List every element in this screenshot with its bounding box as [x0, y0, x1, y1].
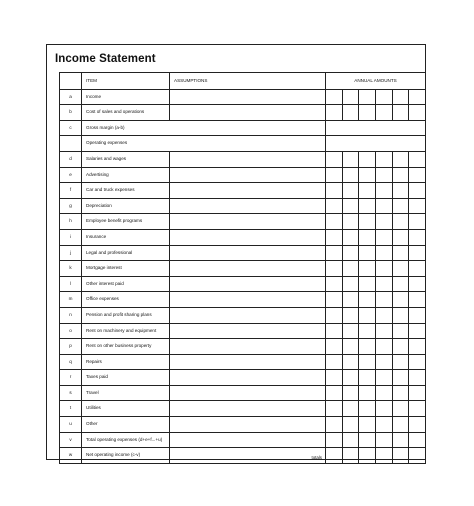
amount-column — [326, 417, 342, 432]
row-item: Total operating expenses (d+e+f...+u) — [82, 432, 170, 448]
amount-column — [408, 183, 425, 198]
amount-column — [392, 355, 409, 370]
row-item: Operating expenses — [82, 136, 326, 152]
amount-column — [358, 261, 375, 276]
table-row — [60, 167, 426, 183]
amount-column — [408, 152, 425, 167]
amount-column — [358, 90, 375, 105]
amount-column — [408, 324, 425, 339]
amount-column — [326, 183, 342, 198]
annual-amount-cell[interactable] — [326, 214, 426, 230]
row-code: b — [60, 105, 82, 121]
table-row — [60, 354, 426, 370]
annual-amount-cell[interactable] — [326, 151, 426, 167]
totals-label: totals — [311, 455, 322, 461]
amount-column — [342, 355, 359, 370]
amount-digit-columns — [326, 261, 425, 276]
amount-column — [408, 355, 425, 370]
row-item: Rent on machinery and equipment — [82, 323, 170, 339]
amount-column — [326, 370, 342, 385]
annual-amount-cell[interactable] — [326, 89, 426, 105]
table-row — [60, 292, 426, 308]
annual-amount-cell[interactable] — [326, 261, 426, 277]
table-row — [60, 183, 426, 199]
amount-digit-columns — [326, 448, 425, 463]
amount-column — [392, 292, 409, 307]
amount-column — [408, 230, 425, 245]
amount-column — [375, 90, 392, 105]
amount-digit-columns — [326, 308, 425, 323]
annual-amount-cell[interactable] — [326, 417, 426, 433]
amount-column — [392, 417, 409, 432]
amount-digit-columns — [326, 370, 425, 385]
row-item: Advertising — [82, 167, 170, 183]
amount-column — [342, 386, 359, 401]
amount-digit-columns — [326, 168, 425, 183]
income-table-body — [60, 73, 426, 464]
annual-amount-cell[interactable] — [326, 136, 426, 152]
row-code: k — [60, 261, 82, 277]
annual-amount-cell[interactable] — [326, 401, 426, 417]
table-row — [60, 105, 426, 121]
amount-column — [375, 199, 392, 214]
assumption-cell[interactable] — [170, 151, 326, 167]
header-assumptions: ASSUMPTIONS — [170, 73, 326, 90]
amount-column — [375, 370, 392, 385]
amount-column — [375, 401, 392, 416]
amount-digit-columns — [326, 292, 425, 307]
amount-column — [342, 230, 359, 245]
amount-column — [342, 277, 359, 292]
amount-column — [358, 433, 375, 448]
amount-column — [392, 277, 409, 292]
row-code: u — [60, 417, 82, 433]
amount-column — [358, 417, 375, 432]
row-item: Depreciation — [82, 198, 170, 214]
table-row — [60, 89, 426, 105]
annual-amount-cell[interactable] — [326, 354, 426, 370]
row-code: s — [60, 385, 82, 401]
amount-column — [358, 277, 375, 292]
amount-column — [358, 339, 375, 354]
amount-column — [342, 183, 359, 198]
amount-column — [326, 199, 342, 214]
amount-column — [408, 261, 425, 276]
amount-column — [392, 433, 409, 448]
amount-column — [408, 90, 425, 105]
annual-amount-cell[interactable] — [326, 323, 426, 339]
amount-column — [326, 355, 342, 370]
amount-column — [408, 401, 425, 416]
amount-digit-columns — [326, 433, 425, 448]
amount-digit-columns — [326, 152, 425, 167]
amount-column — [408, 308, 425, 323]
row-item: Cost of sales and operations — [82, 105, 170, 121]
income-statement-sheet — [46, 44, 426, 460]
header-annual-amounts: ANNUAL AMOUNTS — [326, 73, 426, 90]
amount-digit-columns — [326, 277, 425, 292]
table-row — [60, 151, 426, 167]
amount-column — [326, 324, 342, 339]
amount-column — [375, 448, 392, 463]
amount-column — [358, 401, 375, 416]
amount-column — [342, 308, 359, 323]
amount-digit-columns — [326, 199, 425, 214]
amount-column — [392, 199, 409, 214]
amount-column — [392, 308, 409, 323]
table-row — [60, 120, 426, 136]
assumption-cell[interactable] — [170, 385, 326, 401]
amount-digit-columns — [326, 246, 425, 261]
row-code: i — [60, 229, 82, 245]
annual-amount-cell[interactable] — [326, 385, 426, 401]
amount-column — [342, 448, 359, 463]
row-item: Insurance — [82, 229, 170, 245]
annual-amount-cell[interactable] — [326, 448, 426, 464]
income-table — [59, 72, 426, 464]
amount-column — [408, 339, 425, 354]
amount-column — [342, 339, 359, 354]
amount-column — [342, 199, 359, 214]
table-row — [60, 323, 426, 339]
amount-column — [358, 355, 375, 370]
row-code: a — [60, 89, 82, 105]
amount-column — [358, 168, 375, 183]
amount-column — [358, 308, 375, 323]
amount-column — [375, 230, 392, 245]
amount-column — [392, 105, 409, 120]
table-row — [60, 214, 426, 230]
amount-column — [358, 183, 375, 198]
amount-column — [392, 183, 409, 198]
assumption-cell[interactable] — [170, 339, 326, 355]
assumption-cell[interactable] — [170, 292, 326, 308]
amount-column — [392, 246, 409, 261]
amount-column — [408, 370, 425, 385]
amount-column — [392, 448, 409, 463]
row-item: Employee benefit programs — [82, 214, 170, 230]
row-item: Mortgage interest — [82, 261, 170, 277]
amount-column — [342, 152, 359, 167]
amount-column — [408, 417, 425, 432]
amount-digit-columns — [326, 214, 425, 229]
table-row — [60, 198, 426, 214]
amount-digit-columns — [326, 339, 425, 354]
amount-column — [358, 386, 375, 401]
table-row — [60, 432, 426, 448]
row-code: v — [60, 432, 82, 448]
amount-column — [326, 230, 342, 245]
amount-column — [326, 152, 342, 167]
amount-column — [342, 401, 359, 416]
amount-digit-columns — [326, 183, 425, 198]
row-code: w — [60, 448, 82, 464]
row-code: g — [60, 198, 82, 214]
amount-column — [392, 230, 409, 245]
amount-column — [358, 448, 375, 463]
amount-column — [342, 292, 359, 307]
table-row — [60, 385, 426, 401]
table-row — [60, 307, 426, 323]
annual-amount-cell[interactable] — [326, 339, 426, 355]
amount-column — [408, 433, 425, 448]
table-row — [60, 370, 426, 386]
amount-digit-columns — [326, 401, 425, 416]
amount-column — [375, 214, 392, 229]
amount-column — [375, 168, 392, 183]
amount-column — [342, 246, 359, 261]
table-row — [60, 401, 426, 417]
row-code: h — [60, 214, 82, 230]
annual-amount-cell[interactable] — [326, 432, 426, 448]
table-row — [60, 261, 426, 277]
amount-column — [408, 292, 425, 307]
row-item: Other — [82, 417, 170, 433]
annual-amount-cell[interactable] — [326, 183, 426, 199]
row-code: f — [60, 183, 82, 199]
amount-column — [358, 105, 375, 120]
amount-column — [342, 168, 359, 183]
assumption-cell[interactable] — [170, 245, 326, 261]
amount-column — [358, 324, 375, 339]
amount-column — [358, 152, 375, 167]
assumption-cell[interactable] — [170, 323, 326, 339]
row-code: m — [60, 292, 82, 308]
amount-column — [408, 246, 425, 261]
row-code: r — [60, 370, 82, 386]
amount-column — [326, 105, 342, 120]
amount-column — [392, 168, 409, 183]
assumption-cell[interactable] — [170, 417, 326, 433]
amount-column — [326, 246, 342, 261]
amount-column — [375, 324, 392, 339]
annual-amount-cell[interactable] — [326, 370, 426, 386]
row-code: e — [60, 167, 82, 183]
assumption-cell[interactable] — [170, 448, 326, 464]
assumption-cell[interactable] — [170, 229, 326, 245]
amount-digit-columns — [326, 355, 425, 370]
row-item: Travel — [82, 385, 170, 401]
amount-digit-columns — [326, 324, 425, 339]
amount-column — [392, 386, 409, 401]
annual-amount-cell[interactable] — [326, 307, 426, 323]
assumption-cell[interactable] — [170, 261, 326, 277]
amount-digit-columns — [326, 90, 425, 105]
row-code: p — [60, 339, 82, 355]
row-item: Income — [82, 89, 170, 105]
amount-column — [326, 292, 342, 307]
amount-column — [392, 339, 409, 354]
amount-column — [408, 448, 425, 463]
assumption-cell[interactable] — [170, 370, 326, 386]
amount-column — [375, 433, 392, 448]
annual-amount-cell[interactable] — [326, 198, 426, 214]
header-item: ITEM — [82, 73, 170, 90]
amount-column — [375, 105, 392, 120]
amount-column — [326, 308, 342, 323]
row-code: o — [60, 323, 82, 339]
assumption-cell[interactable] — [170, 307, 326, 323]
amount-column — [392, 324, 409, 339]
row-code: n — [60, 307, 82, 323]
row-item: Salaries and wages — [82, 151, 170, 167]
assumption-cell[interactable] — [170, 105, 326, 121]
amount-column — [408, 168, 425, 183]
amount-column — [392, 214, 409, 229]
row-item: Utilities — [82, 401, 170, 417]
amount-column — [408, 386, 425, 401]
amount-column — [375, 246, 392, 261]
amount-column — [342, 90, 359, 105]
amount-column — [326, 339, 342, 354]
amount-digit-columns — [326, 230, 425, 245]
amount-column — [358, 246, 375, 261]
row-code: d — [60, 151, 82, 167]
row-code: c — [60, 120, 82, 136]
amount-column — [358, 214, 375, 229]
amount-digit-columns — [326, 386, 425, 401]
assumption-cell[interactable] — [170, 214, 326, 230]
assumption-cell[interactable] — [170, 89, 326, 105]
amount-column — [375, 308, 392, 323]
row-item: Repairs — [82, 354, 170, 370]
amount-column — [392, 370, 409, 385]
amount-column — [375, 292, 392, 307]
row-item: Net operating income (c-v) — [82, 448, 170, 464]
amount-column — [408, 105, 425, 120]
header-code-cell — [60, 73, 82, 90]
annual-amount-cell[interactable] — [326, 120, 426, 136]
amount-column — [392, 152, 409, 167]
amount-column — [342, 324, 359, 339]
amount-column — [326, 214, 342, 229]
row-item: Rent on other business property — [82, 339, 170, 355]
assumption-cell[interactable] — [170, 167, 326, 183]
amount-column — [408, 277, 425, 292]
row-item: Legal and professional — [82, 245, 170, 261]
annual-amount-cell[interactable] — [326, 276, 426, 292]
amount-column — [408, 214, 425, 229]
annual-amount-cell[interactable] — [326, 229, 426, 245]
amount-column — [326, 401, 342, 416]
amount-column — [375, 386, 392, 401]
amount-column — [326, 261, 342, 276]
row-item: Car and truck expenses — [82, 183, 170, 199]
amount-digit-columns — [326, 417, 425, 432]
table-row — [60, 339, 426, 355]
page-title: Income Statement — [55, 53, 156, 65]
table-row — [60, 136, 426, 152]
row-item: Pension and profit sharing plans — [82, 307, 170, 323]
amount-column — [375, 355, 392, 370]
amount-column — [326, 277, 342, 292]
amount-column — [392, 90, 409, 105]
amount-column — [342, 105, 359, 120]
amount-column — [375, 417, 392, 432]
amount-column — [342, 433, 359, 448]
row-item: Office expenses — [82, 292, 170, 308]
amount-column — [375, 183, 392, 198]
amount-column — [342, 261, 359, 276]
annual-amount-cell[interactable] — [326, 245, 426, 261]
amount-column — [326, 386, 342, 401]
header-row — [60, 73, 426, 90]
row-code: q — [60, 354, 82, 370]
row-code: l — [60, 276, 82, 292]
row-code — [60, 136, 82, 152]
table-row — [60, 417, 426, 433]
amount-column — [326, 90, 342, 105]
amount-digit-columns — [326, 105, 425, 120]
amount-column — [342, 214, 359, 229]
row-code: t — [60, 401, 82, 417]
row-item: Other interest paid — [82, 276, 170, 292]
assumption-cell[interactable] — [170, 183, 326, 199]
annual-amount-cell[interactable] — [326, 167, 426, 183]
table-row — [60, 245, 426, 261]
amount-column — [375, 339, 392, 354]
table-row — [60, 448, 426, 464]
amount-column — [358, 292, 375, 307]
amount-column — [358, 230, 375, 245]
amount-column — [326, 433, 342, 448]
amount-column — [358, 370, 375, 385]
annual-amount-cell[interactable] — [326, 105, 426, 121]
amount-column — [326, 168, 342, 183]
amount-column — [408, 199, 425, 214]
amount-column — [326, 448, 342, 463]
amount-column — [342, 417, 359, 432]
amount-column — [342, 370, 359, 385]
assumption-cell[interactable] — [170, 401, 326, 417]
table-row — [60, 276, 426, 292]
table-row — [60, 229, 426, 245]
row-item: Taxes paid — [82, 370, 170, 386]
amount-column — [375, 277, 392, 292]
amount-column — [392, 261, 409, 276]
amount-column — [375, 152, 392, 167]
row-item: Gross margin (a-b) — [82, 120, 326, 136]
amount-column — [375, 261, 392, 276]
assumption-cell[interactable] — [170, 276, 326, 292]
assumption-cell[interactable] — [170, 354, 326, 370]
row-code: j — [60, 245, 82, 261]
amount-column — [358, 199, 375, 214]
assumption-cell[interactable] — [170, 432, 326, 448]
assumption-cell[interactable] — [170, 198, 326, 214]
amount-column — [392, 401, 409, 416]
annual-amount-cell[interactable] — [326, 292, 426, 308]
